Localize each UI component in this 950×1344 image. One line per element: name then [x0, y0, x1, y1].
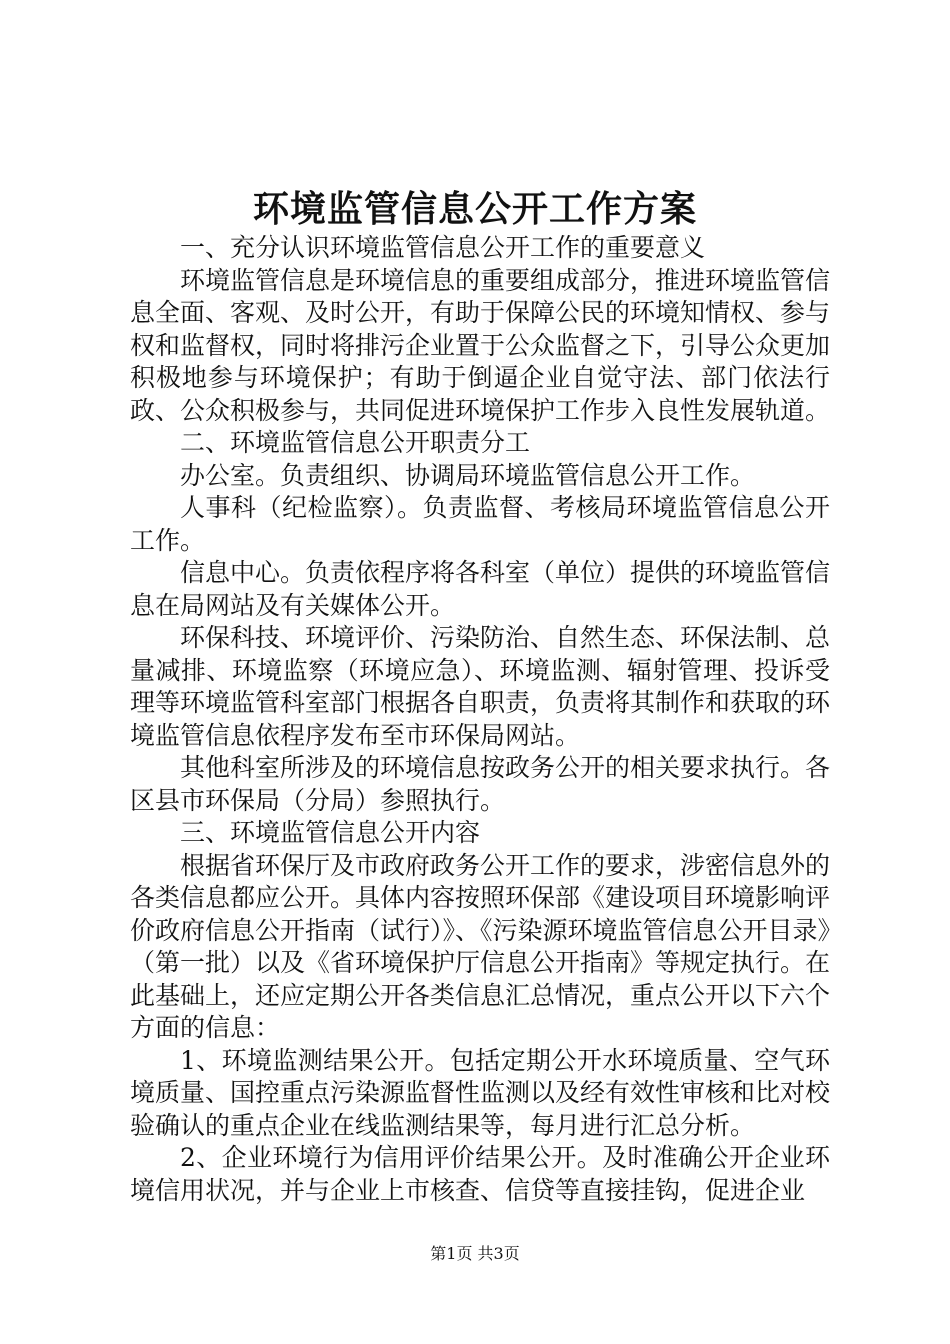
paragraph-content-basis: 根据省环保厅及市政府政务公开工作的要求，涉密信息外的各类信息都应公开。具体内容按照环保部《建设项目环境影响评价政府信息公开指南（试行）》、《污染源环境监管信息公开目录》（第一批）以及《省环境保护厅信息公开指南》等规定执行。在此基础上，还应定期公开各类信息汇总情况，重点公开以下六个方面的信息：: [130, 850, 831, 1042]
paragraph-info-center-duty: 信息中心。负责依程序将各科室（单位）提供的环境监管信息在局网站及有关媒体公开。: [130, 558, 831, 620]
paragraph-personnel-duty: 人事科（纪检监察）。负责监督、考核局环境监管信息公开工作。: [130, 493, 830, 555]
document-body: [130, 232, 830, 1207]
section-heading-2: 二、环境监管信息公开职责分工: [180, 428, 531, 457]
paragraph-other-departments: 其他科室所涉及的环境信息按政务公开的相关要求执行。各区县市环保局（分局）参照执行。: [130, 753, 831, 815]
page-title: 环境监管信息公开工作方案: [252, 188, 697, 230]
paragraph-significance: 环境监管信息是环境信息的重要组成部分，推进环境监管信息全面、客观、及时公开，有助于保障公民的环境知情权、参与权和监督权，同时将排污企业置于公众监督之下，引导公众更加积极地参与环境保护；有助于倒逼企业自觉守法、部门依法行政、公众积极参与，共同促进环境保护工作步入良性发展轨道。: [130, 265, 831, 425]
paragraph-office-duty: 办公室。负责组织、协调局环境监管信息公开工作。: [180, 460, 756, 490]
paragraph-departments-duty: 环保科技、环境评价、污染防治、自然生态、环保法制、总量减排、环境监察（环境应急）、环境监测、辐射管理、投诉受理等环境监管科室部门根据各自职责，负责将其制作和获取的环境监管信息依程序发布至市环保局网站。: [130, 623, 831, 750]
paragraph-item-2: 2、企业环境行为信用评价结果公开。及时准确公开企业环境信用状况，并与企业上市核查、信贷等直接挂钩，促进企业: [130, 1143, 830, 1205]
section-heading-1: 一、充分认识环境监管信息公开工作的重要意义: [180, 233, 706, 262]
page-footer: 第1页 共3页: [430, 1244, 520, 1263]
section-heading-3: 三、环境监管信息公开内容: [180, 818, 481, 847]
paragraph-item-1: 1、环境监测结果公开。包括定期公开水环境质量、空气环境质量、国控重点污染源监督性监测以及经有效性审核和比对校验确认的重点企业在线监测结果等，每月进行汇总分析。: [130, 1045, 831, 1140]
